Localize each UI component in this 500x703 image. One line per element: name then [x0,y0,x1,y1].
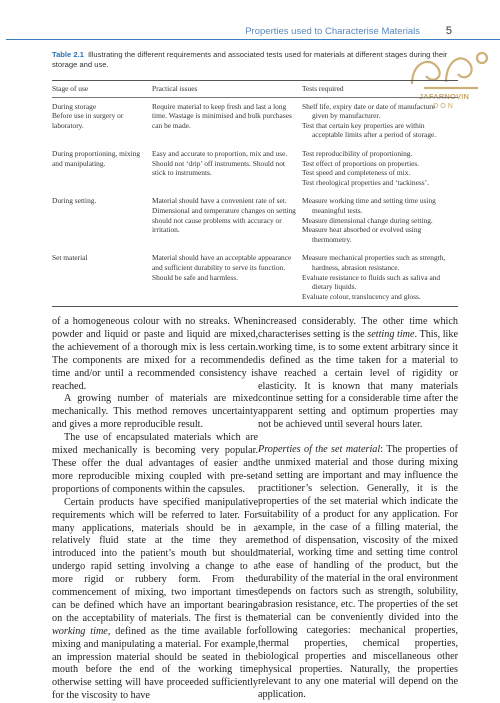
caption-text: Illustrating the different requirements and associated tests used for materials at different stages during their storage and use. [52,50,448,69]
requirements-table [52,80,458,307]
section-heading: Properties of the set material [258,444,381,456]
running-title: Properties used to Characterise Materials [241,26,424,37]
term-setting-time: setting time [367,328,415,340]
test-item: Evaluate resistance to fluids such as saliva and dietary liquids. [302,272,441,292]
test-item: Test speed and completeness of mix. [302,168,411,178]
table-row [52,247,458,306]
watermark-sub: DON [433,103,455,110]
table-row [52,190,458,247]
running-header [0,26,500,44]
column-header: Practical issues [152,81,302,98]
tests-cell [302,97,458,143]
stage-line: During proportioning, mixing and manipulating. [52,148,141,168]
test-item: Measure heat absorbed or evolved using thermometry. [302,225,422,244]
test-item: Shelf life, expiry date or date of manufacture given by manufacturer. [302,101,435,121]
test-item: Measure mechanical properties such as strength, hardness, abrasion resistance. [302,253,446,272]
column-header: Stage of use [52,81,152,98]
body-column-left [52,316,258,703]
paragraph [52,497,258,703]
paragraph: The use of encapsulated materials which are mixed mechanically is becoming very popular. These offer the dual advantages of easier and more reproducible mixing coupled with pre-set proportions of components within the capsules. [52,432,258,495]
caption-label: Table 2.1 [52,50,84,59]
table-header-row [52,81,458,98]
tests-cell [302,247,458,306]
issues-cell: Easy and accurate to proportion, mix and use. Should not ‘drip’ off instruments. Should not stick to instruments. [152,148,288,178]
tests-cell [302,143,458,190]
paragraph [258,444,458,702]
header-rule [6,39,500,40]
table-caption [52,50,457,70]
paragraph-text: . This, like working time, is to some extent arbitrary since it is defined as the time taken for a material to have reached a certain level of rigidity or elasticity. It is known that many materials continue setting for a considerable time after the apparent setting and optimum properties may not be achieved until several hours later. [258,328,458,431]
stage-line: Set material [52,253,88,263]
term-working-time: working time [52,625,108,637]
test-item: Test effect of proportions on properties. [302,158,420,168]
issues-cell: Material should have an acceptable appearance and sufficient durability to serve its function. Should be safe and harmless. [152,247,302,306]
watermark-name: JAFARNOVIN [418,92,470,101]
test-item: Evaluate colour, translucency and gloss. [302,291,421,301]
stage-cell [52,247,152,306]
stage-line: During setting. [52,196,97,206]
stage-line: Before use in surgery or laboratory. [52,111,124,130]
paragraph-text: : The properties of the unmixed material and those during mixing and setting are important and may influence the practitioner’s selection. Generally, it is the properties of the set material which indicate the suitability of a product for any application. For example, in the case of a filling material, the method of dispensation, viscosity of the mixed material, working time and setting time control the ease of handling of the product, but the durability of the material in the oral environment depends on factors such as strength, solubility, abrasion resistance, etc. The properties of the set material can be conveniently divided into the following categories: mechanical properties, thermal properties, chemical properties, biological properties and miscellaneous other physical properties. Naturally, the properties relevant to any one material will depend on the application. [258,444,458,701]
body-column-right [258,316,458,702]
test-item: Test reproducibility of proportioning. [302,148,413,158]
column-header: Tests required [302,81,458,98]
issues-cell: Material should have a convenient rate of set. Dimensional and temperature changes on setting should not cause problems with accuracy or irritation. [152,196,296,235]
stage-cell [52,97,152,143]
issues-cell: Require material to keep fresh and last a long time. Wastage is minimised and bulk purchases can be made. [152,101,292,130]
test-item: Measure working time and setting time using meaningful tests. [302,196,436,215]
paragraph-text: Certain products have specified manipulative requirements which will be referred to later. For many applications, materials should be in a relatively fluid state at the time they are introduced into the patient’s mouth but should undergo rapid setting involving a change to a more rigid or rubbery form. From the commencement of mixing, two important times can be defined which have an important bearing on the acceptability of materials. The first is the [52,496,258,624]
paragraph: of a homogeneous colour with no streaks. When powder and liquid or paste and liquid are mixed, the achievement of a thorough mix is less certain. The components are mixed for a recommended time and/or until a recommended consistency is reached. [52,316,258,392]
table-row [52,143,458,190]
paragraph [258,316,458,432]
stage-cell [52,143,152,190]
stage-cell [52,190,152,247]
test-item: Measure dimensional change during setting. [302,215,433,225]
page-number: 5 [445,25,452,37]
paragraph-text: , defined as the time available for mixing and manipulating a material. For example, an impression material should be seated in the mouth before the end of the working time otherwise setting will have proceeded sufficiently for the viscosity to have [52,625,259,702]
paragraph: A growing number of materials are mixed mechanically. This method removes uncertainty and gives a more reproducible result. [52,393,258,431]
paragraph-text: increased considerably. The other time which characterises setting is the [258,316,458,340]
test-item: Test that certain key properties are within acceptable limits after a period of storage. [302,120,437,140]
stage-line: During storage [52,101,97,111]
test-item: Test rheological properties and ‘tackiness’. [302,177,429,187]
table-row [52,97,458,143]
tests-cell [302,190,458,247]
